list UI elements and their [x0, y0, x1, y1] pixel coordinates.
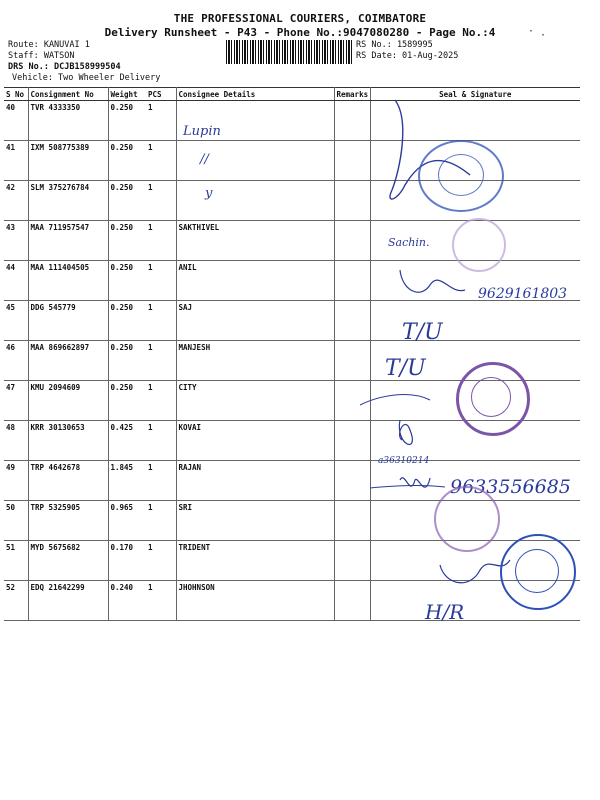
handwritten-tu: T/U: [402, 320, 443, 345]
col-sno: S No: [4, 88, 28, 101]
cell-consignee: TRIDENT: [176, 541, 334, 581]
round-stamp: [434, 486, 500, 552]
cell-sno: 50: [4, 501, 28, 541]
cell-pcs: 1: [146, 301, 176, 341]
cell-consignment-no: SLM 375276784: [28, 181, 108, 221]
cell-sno: 45: [4, 301, 28, 341]
cell-pcs: 1: [146, 421, 176, 461]
cell-pcs: 1: [146, 381, 176, 421]
vehicle-label: Vehicle: Two Wheeler Delivery: [12, 73, 161, 83]
cell-pcs: 1: [146, 541, 176, 581]
col-remarks: Remarks: [334, 88, 370, 101]
cell-pcs: 1: [146, 341, 176, 381]
cell-weight: 1.845: [108, 461, 146, 501]
company-title: THE PROFESSIONAL COURIERS, COIMBATORE: [173, 12, 427, 25]
cell-consignment-no: IXM 508775389: [28, 141, 108, 181]
cell-consignee: KOVAI: [176, 421, 334, 461]
rs-number: RS No.: 1589995: [356, 40, 433, 50]
cell-sno: 51: [4, 541, 28, 581]
signature-scribble: [370, 485, 445, 488]
handwritten-number: a36310214: [378, 456, 430, 466]
cell-weight: 0.240: [108, 581, 146, 621]
drs-number: DRS No.: DCJB158999504: [8, 62, 121, 72]
cell-pcs: 1: [146, 261, 176, 301]
cell-sno: 40: [4, 101, 28, 141]
cell-consignment-no: TRP 4642678: [28, 461, 108, 501]
city-union-bank-stamp: [456, 362, 530, 436]
signature-scribble: [360, 395, 430, 405]
handwritten-lupin: Lupin: [183, 124, 221, 139]
cell-pcs: 1: [146, 101, 176, 141]
cell-consignee: RAJAN: [176, 461, 334, 501]
cell-consignment-no: KMU 2094609: [28, 381, 108, 421]
cell-sno: 49: [4, 461, 28, 501]
cell-consignment-no: MAA 711957547: [28, 221, 108, 261]
cell-sno: 44: [4, 261, 28, 301]
cell-weight: 0.250: [108, 181, 146, 221]
handwritten-ditto: //: [200, 152, 209, 167]
route-label: Route: KANUVAI 1: [8, 40, 90, 50]
cell-consignment-no: MAA 111404505: [28, 261, 108, 301]
col-seal-signature: Seal & Signature: [370, 88, 580, 101]
cell-weight: 0.250: [108, 381, 146, 421]
staff-label: Staff: WATSON: [8, 51, 75, 61]
cell-sno: 48: [4, 421, 28, 461]
col-weight: Weight: [108, 88, 146, 101]
signature-scribble: [400, 270, 465, 292]
cell-pcs: 1: [146, 221, 176, 261]
cell-consignment-no: EDQ 21642299: [28, 581, 108, 621]
ink-mark: ·: [540, 30, 547, 41]
col-pcs: PCS: [146, 88, 176, 101]
cell-pcs: 1: [146, 461, 176, 501]
cell-sno: 47: [4, 381, 28, 421]
cell-consignment-no: TRP 5325905: [28, 501, 108, 541]
cell-weight: 0.170: [108, 541, 146, 581]
cell-consignment-no: DDG 545779: [28, 301, 108, 341]
cell-weight: 0.965: [108, 501, 146, 541]
cell-consignment-no: MYD 5675682: [28, 541, 108, 581]
cell-consignee: SRI: [176, 501, 334, 541]
cell-consignment-no: MAA 869662897: [28, 341, 108, 381]
cell-weight: 0.250: [108, 261, 146, 301]
handwritten-phone: 9633556685: [450, 476, 571, 498]
lupin-stamp: [418, 140, 504, 212]
handwritten-phone: 9629161803: [478, 286, 568, 302]
handwritten-ditto: y: [205, 186, 213, 201]
signature-scribble: [399, 420, 412, 444]
handwritten-tu: T/U: [385, 356, 426, 381]
cell-pcs: 1: [146, 581, 176, 621]
rs-date: RS Date: 01-Aug-2025: [356, 51, 459, 61]
handwritten-sachin: Sachin.: [388, 236, 430, 249]
cell-weight: 0.250: [108, 101, 146, 141]
cell-consignee: SAKTHIVEL: [176, 221, 334, 261]
ink-mark: ·: [528, 26, 535, 37]
cell-sno: 41: [4, 141, 28, 181]
cell-consignment-no: KRR 30130653: [28, 421, 108, 461]
cell-consignment-no: TVR 4333350: [28, 101, 108, 141]
cell-sno: 42: [4, 181, 28, 221]
col-consignment: Consignment No: [28, 88, 108, 101]
cell-pcs: 1: [146, 181, 176, 221]
trident-stamp: [500, 534, 576, 610]
cell-weight: 0.425: [108, 421, 146, 461]
cell-sno: 46: [4, 341, 28, 381]
cell-sno: 52: [4, 581, 28, 621]
cell-weight: 0.250: [108, 221, 146, 261]
handwritten-hr: H/R: [425, 600, 465, 624]
cell-consignee: MANJESH: [176, 341, 334, 381]
cell-weight: 0.250: [108, 301, 146, 341]
cell-consignee: ANIL: [176, 261, 334, 301]
cell-pcs: 1: [146, 141, 176, 181]
cell-sno: 43: [4, 221, 28, 261]
cell-weight: 0.250: [108, 341, 146, 381]
cell-consignee: CITY: [176, 381, 334, 421]
cell-pcs: 1: [146, 501, 176, 541]
cell-consignee: SAJ: [176, 301, 334, 341]
cell-consignee: JHOHNSON: [176, 581, 334, 621]
round-stamp: [452, 218, 506, 272]
runsheet-subtitle: Delivery Runsheet - P43 - Phone No.:9047080280 - Page No.:4: [104, 26, 496, 39]
cell-weight: 0.250: [108, 141, 146, 181]
col-consignee: Consignee Details: [176, 88, 334, 101]
